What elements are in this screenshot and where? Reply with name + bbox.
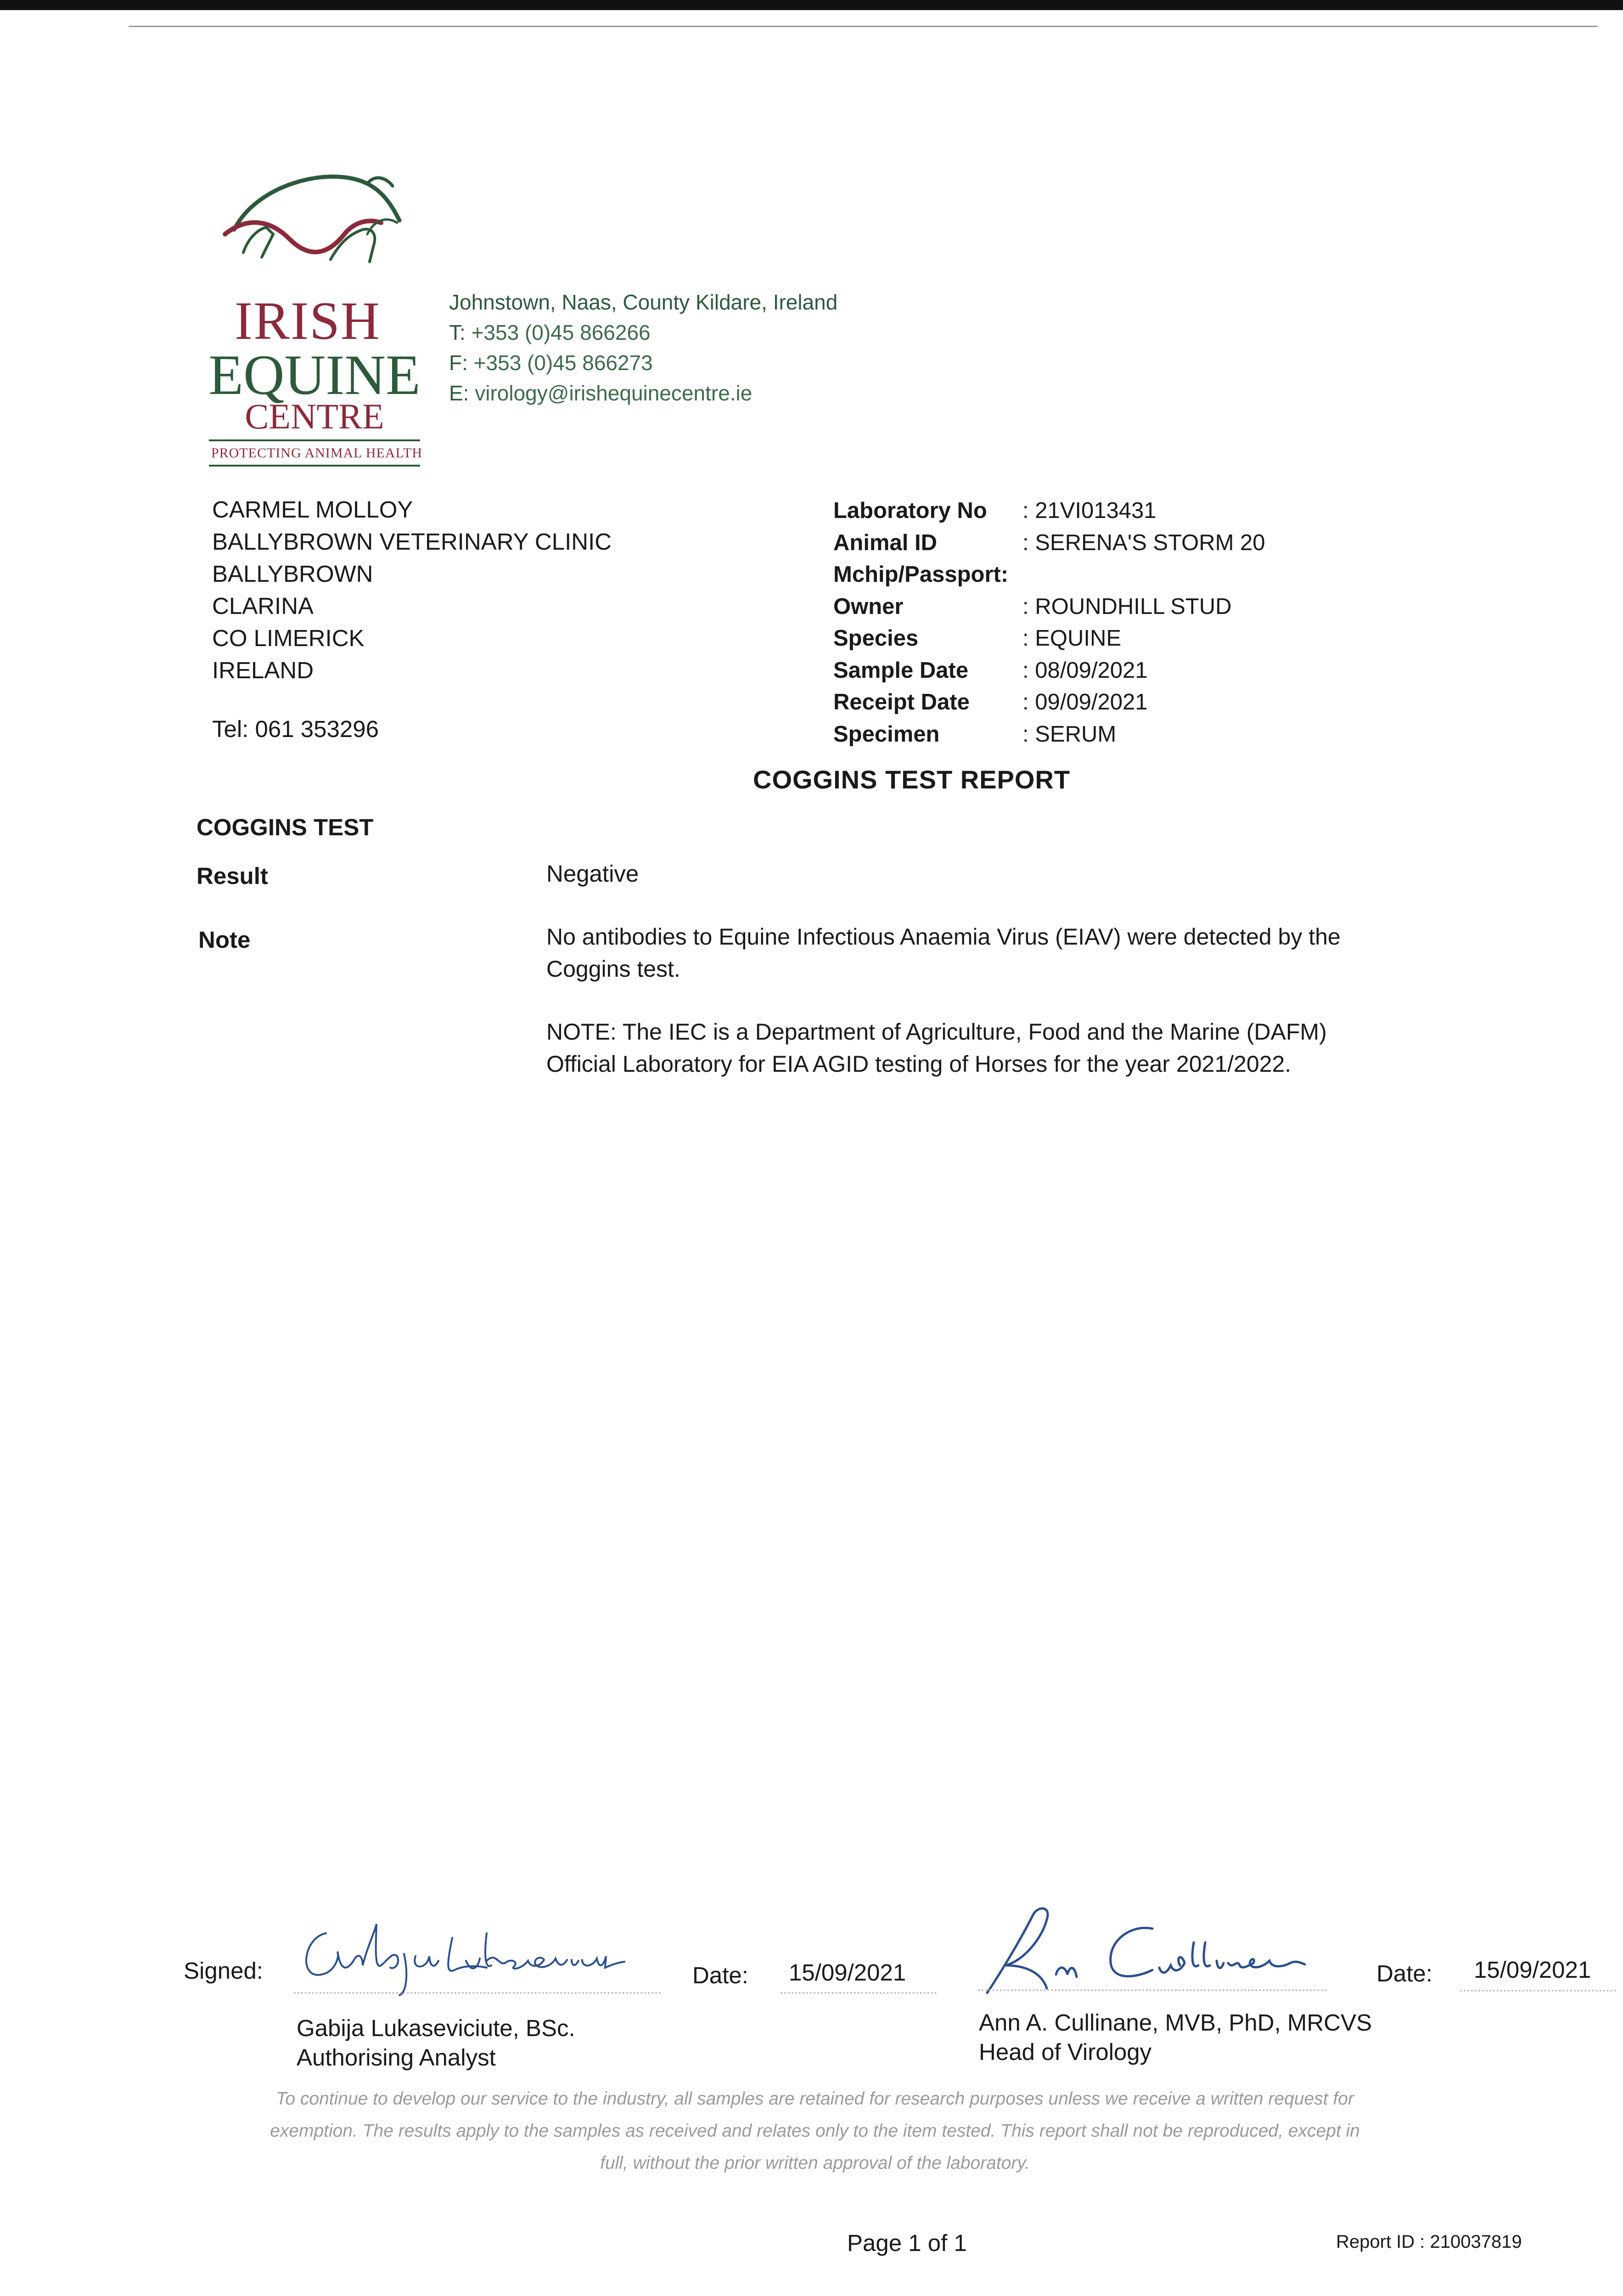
logo-divider xyxy=(209,439,420,441)
lab-info-label: Laboratory No xyxy=(833,498,987,523)
signature-line-analyst xyxy=(294,1992,661,1994)
lab-info-label: Sample Date xyxy=(833,658,969,683)
note-label: Note xyxy=(198,927,251,953)
signature-analyst xyxy=(294,1906,652,1998)
date-label-head: Date: xyxy=(1376,1960,1432,1986)
lab-info-label: Owner xyxy=(833,594,904,619)
scan-top-edge xyxy=(0,0,1623,10)
signed-label: Signed: xyxy=(184,1958,263,1984)
contact-phone xyxy=(449,317,837,348)
page-number: Page 1 of 1 xyxy=(847,2230,967,2256)
horse-logo-icon xyxy=(216,165,418,276)
contact-address: Johnstown, Naas, County Kildare, Ireland xyxy=(449,290,838,314)
lab-info-label: Species xyxy=(833,626,919,651)
recipient-tel: Tel: 061 353296 xyxy=(212,716,379,742)
lab-info-value: : SERENA'S STORM 20 xyxy=(1022,530,1265,555)
address-line: IRELAND xyxy=(212,657,314,683)
note-text: No antibodies to Equine Infectious Anaemia Virus (EIAV) were detected by the Coggins test. xyxy=(546,924,1341,982)
logo-text-irish: IRISH xyxy=(234,291,381,351)
scan-top-rule xyxy=(129,26,1598,27)
phone-label: T: xyxy=(449,321,466,344)
signer-head-name: Ann A. Cullinane, MVB, PhD, MRCVS xyxy=(979,2009,1372,2036)
lab-info-value: : 21VI013431 xyxy=(1022,498,1157,523)
address-line: CO LIMERICK xyxy=(212,625,365,651)
address-line: BALLYBROWN VETERINARY CLINIC xyxy=(212,529,612,555)
footer-disclaimer: To continue to develop our service to the industry, all samples are retained for research purposes unless we receive a written request for exemption. The results apply to the samples as received and relates only to the item tested. This report shall not be reproduced, except in full, without the prior written approval of the laboratory. xyxy=(270,2089,1360,2173)
lab-info-value: : 08/09/2021 xyxy=(1022,658,1148,683)
signer-analyst-name: Gabija Lukaseviciute, BSc. xyxy=(297,2015,575,2041)
email-value: virology@irishequinecentre.ie xyxy=(475,381,753,405)
report-title: COGGINS TEST REPORT xyxy=(753,765,1071,794)
signer-analyst-role: Authorising Analyst xyxy=(297,2044,496,2071)
signature-line-head xyxy=(978,1989,1327,1991)
test-section-title: COGGINS TEST xyxy=(197,814,374,840)
result-label: Result xyxy=(197,863,268,889)
logo-text-centre: CENTRE xyxy=(245,396,384,436)
report-id: Report ID : 210037819 xyxy=(1336,2232,1522,2252)
result-value: Negative xyxy=(546,861,639,887)
logo-tagline: PROTECTING ANIMAL HEALTH xyxy=(211,445,423,461)
contact-block xyxy=(449,287,837,408)
lab-info-label: Receipt Date xyxy=(833,690,970,715)
lab-info-label: Animal ID xyxy=(833,530,937,555)
logo-text-equine: EQUINE xyxy=(208,343,421,406)
recipient-address xyxy=(212,494,612,687)
contact-fax xyxy=(449,348,837,378)
signer-head-role: Head of Virology xyxy=(979,2039,1152,2065)
date-label-analyst: Date: xyxy=(692,1962,748,1988)
address-line: CLARINA xyxy=(212,593,314,619)
contact-email xyxy=(449,378,837,408)
address-line: BALLYBROWN xyxy=(212,561,373,587)
fax-value: +353 (0)45 866273 xyxy=(473,351,653,375)
fax-label: F: xyxy=(449,351,468,375)
lab-info-label: Mchip/Passport: xyxy=(833,562,1009,587)
phone-value: +353 (0)45 866266 xyxy=(471,321,651,344)
lab-info-value: : ROUNDHILL STUD xyxy=(1022,594,1232,619)
lab-info-label: Specimen xyxy=(833,721,940,747)
signer-head xyxy=(979,2008,1372,2067)
date-value-analyst: 15/09/2021 xyxy=(789,1959,906,1986)
lab-info-value: : SERUM xyxy=(1022,721,1117,747)
date-line-analyst xyxy=(781,1992,937,1994)
lab-info-value: : EQUINE xyxy=(1022,626,1122,651)
email-label: E: xyxy=(449,381,469,405)
signature-head-of-virology xyxy=(978,1896,1309,1998)
logo-divider-bottom xyxy=(209,465,420,467)
date-line-head xyxy=(1460,1990,1616,1992)
date-value-head: 15/09/2021 xyxy=(1474,1957,1591,1983)
lab-info-value: : 09/09/2021 xyxy=(1022,690,1148,715)
note-dafm-text: NOTE: The IEC is a Department of Agriculture, Food and the Marine (DAFM) Official Laboratory for EIA AGID testing of Horses for the year 2021/2022. xyxy=(546,1019,1327,1077)
address-line: CARMEL MOLLOY xyxy=(212,496,413,523)
signer-analyst xyxy=(297,2014,575,2072)
